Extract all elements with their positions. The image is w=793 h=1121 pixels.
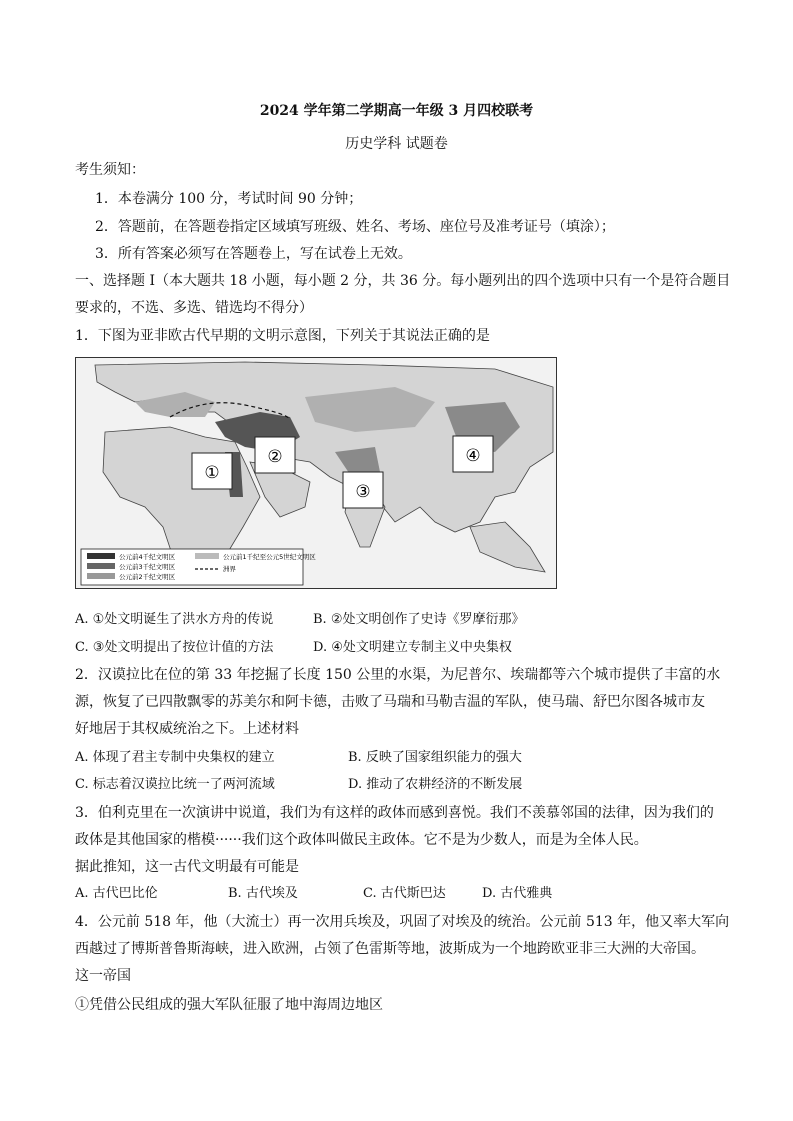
question-4-stem: 4．公元前 518 年，他（大流士）再一次用兵埃及，巩固了对埃及的统治。公元前 513 年，他又率大军向 [75, 914, 730, 930]
question-2-stem-cont: 源，恢复了已四散飘零的苏美尔和阿卡德，击败了马瑞和马勒吉温的军队，使马瑞、舒巴尔图各城市友 [75, 694, 705, 710]
notice-item: 1．本卷满分 100 分，考试时间 90 分钟； [95, 191, 363, 207]
q3-option-b: B. 古代埃及 [228, 886, 298, 901]
marker-1 [192, 453, 232, 489]
section-heading-cont: 要求的，不选、多选、错选均不得分） [75, 300, 313, 316]
marker-4 [453, 436, 493, 472]
legend-entry: 公元前3千纪文明区 [119, 563, 176, 571]
exam-title: 2024 学年第二学期高一年级 3 月四校联考 [259, 103, 534, 119]
question-2-stem-cont: 好地居于其权威统治之下。上述材料 [75, 721, 299, 737]
question-4-stem-cont: 西越过了博斯普鲁斯海峡，进入欧洲，占领了色雷斯等地，波斯成为一个地跨欧亚非三大洲的大帝国。 [75, 941, 705, 957]
marker-2 [255, 437, 295, 473]
q3-option-d: D. 古代雅典 [482, 886, 553, 901]
q4-statement-1: ①凭借公民组成的强大军队征服了地中海周边地区 [75, 997, 383, 1013]
q1-option-a: A. ①处文明诞生了洪水方舟的传说 [75, 612, 274, 627]
question-4-stem-cont: 这一帝国 [75, 968, 131, 984]
q2-option-b: B. 反映了国家组织能力的强大 [348, 750, 522, 765]
exam-subtitle: 历史学科 试题卷 [345, 136, 448, 152]
civilization-map [75, 357, 557, 589]
question-3-stem: 3．伯利克里在一次演讲中说道，我们为有这样的政体而感到喜悦。我们不羡慕邻国的法律，因为我们的 [75, 805, 714, 821]
question-2-stem: 2．汉谟拉比在位的第 33 年挖掘了长度 150 公里的水渠，为尼普尔、埃瑞都等六个城市提供了丰富的水 [75, 667, 721, 683]
notice-item: 2．答题前，在答题卷指定区域填写班级、姓名、考场、座位号及准考证号（填涂）； [95, 219, 615, 235]
question-1-stem: 1．下图为亚非欧古代早期的文明示意图，下列关于其说法正确的是 [75, 328, 490, 344]
marker-3 [343, 472, 383, 508]
svg-text:①: ① [204, 463, 220, 483]
section-heading: 一、选择题 I（本大题共 18 小题，每小题 2 分，共 36 分。每小题列出的四个选项中只有一个是符合题目 [75, 273, 731, 289]
svg-text:④: ④ [465, 446, 481, 466]
map-legend [81, 549, 316, 585]
q3-option-c: C. 古代斯巴达 [363, 886, 446, 901]
legend-entry: 公元前1千纪至公元5世纪文明区 [223, 553, 316, 561]
svg-text:③: ③ [355, 482, 371, 502]
q1-option-c: C. ③处文明提出了按位计值的方法 [75, 640, 274, 655]
q1-option-d: D. ④处文明建立专制主义中央集权 [313, 640, 512, 655]
q3-option-a: A. 古代巴比伦 [75, 886, 158, 901]
q2-option-c: C. 标志着汉谟拉比统一了两河流域 [75, 777, 275, 792]
question-3-stem-cont: 政体是其他国家的楷模······我们这个政体叫做民主政体。它不是为少数人，而是为全体人民。 [75, 832, 648, 848]
q1-option-b: B. ②处文明创作了史诗《罗摩衍那》 [313, 612, 525, 627]
legend-entry: 洲界 [223, 565, 236, 573]
q2-option-a: A. 体现了君主专制中央集权的建立 [75, 750, 275, 765]
svg-text:②: ② [267, 447, 283, 467]
legend-entry: 公元前4千纪文明区 [119, 553, 176, 561]
notice-heading: 考生须知： [75, 162, 145, 178]
question-3-stem-cont: 据此推知，这一古代文明最有可能是 [75, 859, 299, 875]
legend-entry: 公元前2千纪文明区 [119, 573, 176, 581]
q2-option-d: D. 推动了农耕经济的不断发展 [348, 777, 523, 792]
notice-item: 3．所有答案必须写在答题卷上，写在试卷上无效。 [95, 246, 412, 262]
